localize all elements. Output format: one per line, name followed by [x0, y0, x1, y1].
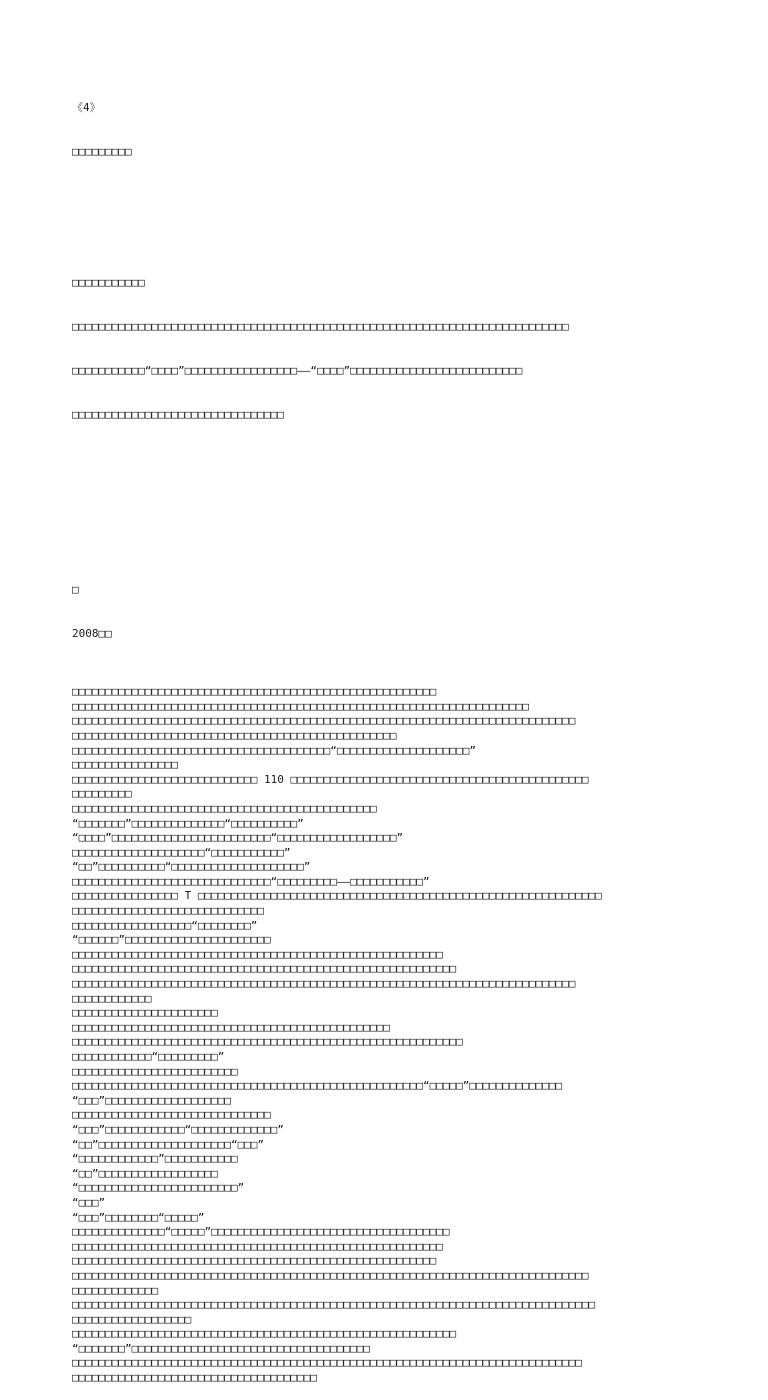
body-line: □□□□□□□□□□□□“□□□□□□□□□” — [72, 1050, 225, 1063]
document-header: 《4》 — [72, 101, 101, 115]
intro-line: □□□□□□□□□□□□□□□□□□□□□□□□□□□□□□□□□□□□□□□□□□□□□□□□□□□□□□□□□□□□□□□□□□□□□□□□□□□ — [72, 320, 569, 334]
section-marker: □ — [72, 583, 79, 596]
body-line: “□□”□□□□□□□□□□□□□□□□□□□□“□□□” — [72, 1137, 265, 1151]
body-line: □□□□□□□□□□□□□□□□ T □□□□□□□□□□□□□□□□□□□□□□□□□□□□□□□□□□□□□□□□□□□□□□□□□□□□□□□□□□□□□ — [72, 889, 602, 903]
body-line: □□□□□□□□□□□□□□□□□□□□□□□□□□□□□□□□□□□□□□□□□□□□□□□□□□□□□□□□□□□□□□□□□□□□□□□□□□□□ — [72, 714, 576, 728]
body-line: □□□□□□□□□□□□□□□□□□□□□□□□□□□□□□□□□□□□□□□□□□□□□□ — [72, 801, 377, 815]
body-line: □□□□□□□□□□□□□□□□□□“□□□□□□□□” — [72, 918, 258, 932]
body-line: “□□□” — [72, 1195, 106, 1209]
body-line: □□□□□□□□□□□□□□□□□□□□□□□□□□□□□□□□□□□□□□□□□□□□□□□□□ — [72, 728, 397, 742]
body-line: □□□□□□□□□□□□□□“□□□□□”□□□□□□□□□□□□□□□□□□□□□□□□□□□□□□□□□□□□ — [72, 1225, 450, 1239]
intro-line: □□□□□□□□□□□“□□□□”□□□□□□□□□□□□□□□□□——“□□□□”□□□□□□□□□□□□□□□□□□□□□□□□□□ — [72, 363, 523, 377]
spacer — [72, 189, 712, 204]
body-line: “□□□”□□□□□□□□□□□□“□□□□□□□□□□□□□” — [72, 1122, 284, 1136]
body-line: □□□□□□□□□□□□□□□□□□□□□□□□□□□□□□□□□□□□□□□□□□□□□□□□□□□□□□□□□□ — [72, 1327, 457, 1341]
body-line: □□□□□□□□□ — [72, 787, 132, 801]
body-line: “□□”□□□□□□□□□□□□□□□□□□ — [72, 1166, 218, 1180]
body-line: “□□□□□□□”□□□□□□□□□□□□□□“□□□□□□□□□□” — [72, 816, 304, 830]
body-line: □□□□□□□□□□□□□□□□□□□□□□□□□□□□□□ — [72, 1108, 271, 1122]
body-line: □□□□□□□□□□□□□□□□□□□□□□□□□□□□□□□□□□□□□□□“□□□□□□□□□□□□□□□□□□□□” — [72, 743, 476, 757]
body-text — [72, 685, 712, 1386]
intro-line: □□□□□□□□□□□□□□□□□□□□□□□□□□□□□□□□ — [72, 407, 284, 421]
body-line: □□□□□□□□□□□□□□□□□□□□“□□□□□□□□□□□” — [72, 845, 291, 859]
body-line: □□□□□□□□□□□□□□□□□□□□□□□□□□□□□□□□□□□□□□□□□□□□□□□□□□□□□□□□□□□□□□□□□□□□□□□□□□□□□ — [72, 1356, 582, 1370]
body-line: □□□□□□□□□□□□□□□□□□□□□□□□□□□□□□□□□□□□□□□□□□□□□□□□□□□□□□□□ — [72, 947, 443, 961]
body-line: □□□□□□□□□□□□□□□□□□□□□□□□□□□□ 110 □□□□□□□□□□□□□□□□□□□□□□□□□□□□□□□□□□□□□□□□□□□□□ — [72, 772, 589, 786]
body-line: □□□□□□□□□□□□□□□□□□□□□□□□□□□□□□□□□□□□□□□□□□□□□□□□□□□□□“□□□□□”□□□□□□□□□□□□□□ — [72, 1079, 563, 1093]
document-page — [72, 72, 712, 1400]
body-line: □□□□□□□□□□□□□□□□□□□□□□□□□□□□□□□□□□□□□□□□□□□□□□□□□□□□□□□□□□□□□□□□□□□□□□□□□□□□□□ — [72, 1268, 589, 1282]
body-line: □□□□□□□□□□□□□□□□□□□□□□□□□□□□□□□□□□□□□□□□□□□□□□□□□□□□□□□□□□□□□□□□□□□□□ — [72, 699, 529, 713]
body-line: □□□□□□□□□□□□□ — [72, 1283, 159, 1297]
year-heading: 2008□□ — [72, 626, 112, 640]
body-line: □□□□□□□□□□□□□□□□□□□□□□□□□□□□□□□□□□□□□□□□□□□□□□□□□□□□□□□ — [72, 685, 437, 699]
body-line: □□□□□□□□□□□□□□□□□□□□□□□□□□□□□□□□□□□□□□□□□□□□□□□□□□□□□□□□□□□□□□□□□□□□□□□□□□□□ — [72, 977, 576, 991]
section-spacer — [72, 495, 712, 539]
body-line: □□□□□□□□□□□□□□□□□□ — [72, 1312, 192, 1326]
body-line: “□□□□□□□□□□□□”□□□□□□□□□□□ — [72, 1152, 238, 1166]
body-line: □□□□□□□□□□□□□□□□□□□□□□□□□□□□□□□□□□□□□□□□□□□□□□□□□□□□□□□□□□□ — [72, 1035, 463, 1049]
body-line: “□□□□□□”□□□□□□□□□□□□□□□□□□□□□□ — [72, 933, 271, 947]
body-line: □□□□□□□□□□□□□□□□□□□□□□□□□□□□□□□□□□□□□□□□□□□□□□□□□□□□□□□□□□ — [72, 962, 457, 976]
intro-heading: □□□□□□□□□□□ — [72, 276, 145, 290]
body-line: “□□□”□□□□□□□□□□□□□□□□□□□ — [72, 1093, 231, 1107]
body-line: “□□□□”□□□□□□□□□□□□□□□□□□□□□□□□“□□□□□□□□□□□□□□□□□□” — [72, 831, 404, 845]
body-line: □□□□□□□□□□□□□□□□□□□□□□□□□□□□□□“□□□□□□□□□——□□□□□□□□□□□” — [72, 874, 430, 888]
body-line: “□□□”□□□□□□□□“□□□□□” — [72, 1210, 205, 1224]
body-line: “□□□□□□□□□□□□□□□□□□□□□□□□” — [72, 1181, 245, 1195]
body-line: □□□□□□□□□□□□ — [72, 991, 152, 1005]
body-line: □□□□□□□□□□□□□□□□□□□□□□□□□ — [72, 1064, 238, 1078]
body-line: □□□□□□□□□□□□□□□□□□□□□□□□□□□□□□□□□□□□□□□□□□□□□□□□ — [72, 1020, 390, 1034]
body-line: □□□□□□□□□□□□□□□□□□□□□□□□□□□□□□□□□□□□□□□□□□□□□□□□□□□□□□□□ — [72, 1239, 443, 1253]
body-line: □□□□□□□□□□□□□□□□□□□□□□□□□□□□□□□□□□□□□□□□□□□□□□□□□□□□□□□□□□□□□□□□□□□□□□□□□□□□□□□ — [72, 1298, 596, 1312]
intro-section — [72, 247, 712, 451]
body-line: “□□”□□□□□□□□□□“□□□□□□□□□□□□□□□□□□□□” — [72, 860, 311, 874]
body-line: □□□□□□□□□□□□□□□□□□□□□□□□□□□□□□□□□□□□□ — [72, 1371, 318, 1385]
body-line: □□□□□□□□□□□□□□□□□□□□□□□□□□□□□□□□□□□□□□□□□□□□□□□□□□□□□□□ — [72, 1254, 437, 1268]
document-subheader: □□□□□□□□□ — [72, 144, 132, 158]
body-line: □□□□□□□□□□□□□□□□ — [72, 758, 178, 772]
body-line: □□□□□□□□□□□□□□□□□□□□□□ — [72, 1006, 218, 1020]
body-line: “□□□□□□□”□□□□□□□□□□□□□□□□□□□□□□□□□□□□□□□□□□□□ — [72, 1341, 371, 1355]
body-line: □□□□□□□□□□□□□□□□□□□□□□□□□□□□□ — [72, 904, 265, 918]
